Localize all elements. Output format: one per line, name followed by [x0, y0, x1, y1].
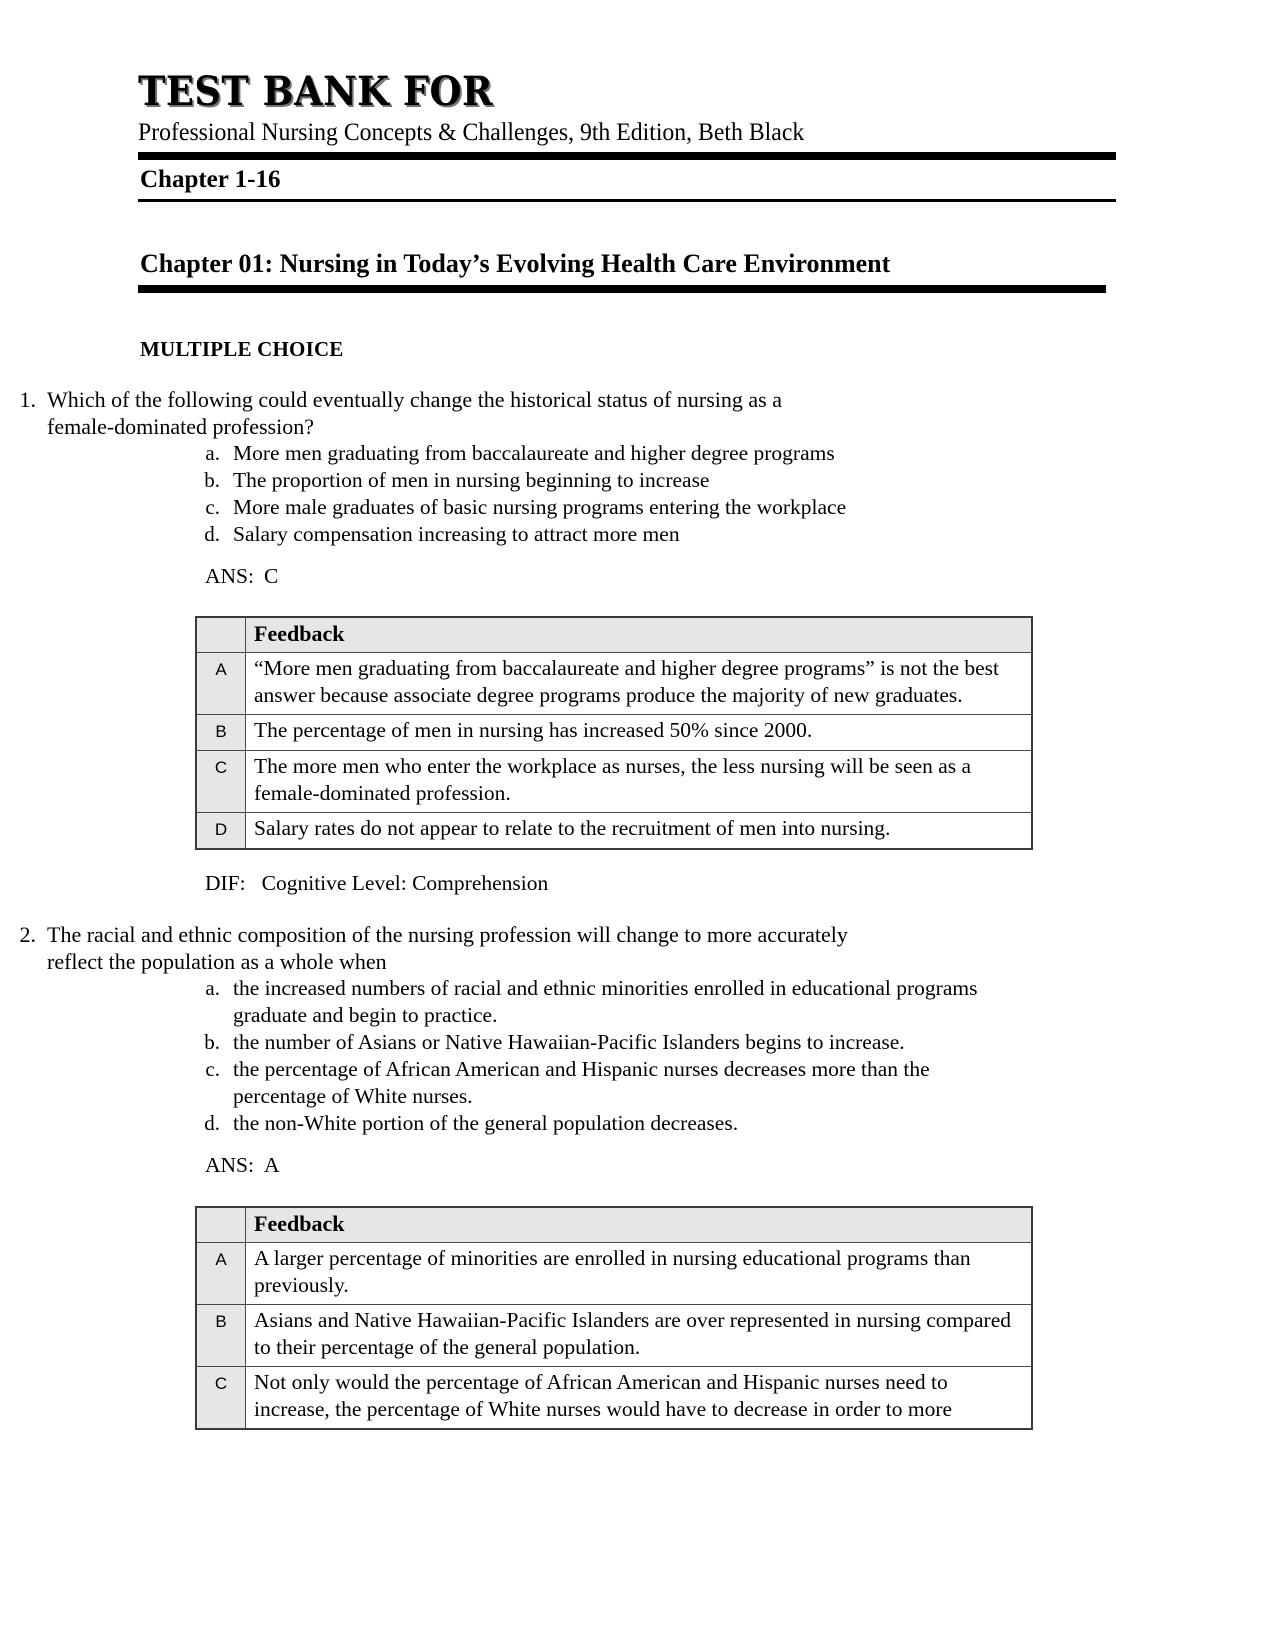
- answer-line: [205, 1152, 1275, 1179]
- option-text: Salary compensation increasing to attract more men: [233, 522, 680, 546]
- option-item[interactable]: [194, 1110, 1024, 1137]
- option-item[interactable]: [194, 1029, 1024, 1056]
- option-letter: d.: [204, 1111, 220, 1135]
- feedback-text: The more men who enter the workplace as nurses, the less nursing will be seen as a female-dominated profession.: [246, 751, 1033, 813]
- option-list: [194, 975, 1024, 1137]
- question-stem: [47, 386, 782, 440]
- table-row: [196, 1367, 1032, 1430]
- header-rule-middle: [138, 199, 1116, 202]
- option-text: the non-White portion of the general population decreases.: [233, 1111, 739, 1135]
- feedback-letter: A: [196, 653, 246, 715]
- option-letter: b.: [204, 468, 220, 492]
- book-subtitle: Professional Nursing Concepts & Challenges, 9th Edition, Beth Black: [138, 119, 805, 146]
- question-stem-line: reflect the population as a whole when: [47, 949, 387, 974]
- option-text: More men graduating from baccalaureate and higher degree programs: [233, 441, 835, 465]
- feedback-letter: C: [196, 751, 246, 813]
- chapter-range: Chapter 1-16: [140, 166, 281, 193]
- difficulty-line: [205, 870, 1275, 897]
- option-letter: c.: [205, 495, 220, 519]
- answer-label: ANS:: [205, 1153, 254, 1177]
- question-stem-line: The racial and ethnic composition of the nursing profession will change to more accurately: [47, 922, 848, 947]
- feedback-text: The percentage of men in nursing has increased 50% since 2000.: [246, 715, 1033, 751]
- table-row: [196, 715, 1032, 751]
- option-list: [194, 440, 1275, 548]
- feedback-letter: B: [196, 1305, 246, 1367]
- masthead: [138, 68, 1168, 147]
- question-stem-row: [0, 386, 1275, 440]
- answer-line-2: [205, 1152, 1275, 1179]
- question-stem-line: female-dominated profession?: [47, 414, 314, 439]
- difficulty-label: DIF:: [205, 871, 246, 895]
- table-row: [196, 1305, 1032, 1367]
- feedback-table-1: [195, 616, 1033, 850]
- option-item[interactable]: [194, 467, 1275, 494]
- option-text: More male graduates of basic nursing programs entering the workplace: [233, 495, 847, 519]
- answer-line: [205, 563, 1275, 590]
- option-text: the increased numbers of racial and ethnic minorities enrolled in educational programs graduate and begin to practice.: [233, 976, 978, 1027]
- page-title: Chapter 01: Nursing in Today’s Evolving Health Care Environment: [140, 249, 891, 278]
- question-number: 1.: [19, 387, 36, 412]
- option-item[interactable]: [194, 1056, 1024, 1110]
- feedback-text: Salary rates do not appear to relate to the recruitment of men into nursing.: [246, 813, 1033, 850]
- answer-value: A: [263, 1153, 280, 1177]
- chapter-rule: [138, 285, 1106, 293]
- answer-line-1: [205, 563, 1275, 590]
- table-row: [196, 653, 1032, 715]
- option-text: the percentage of African American and Hispanic nurses decreases more than the percentage of White nurses.: [233, 1057, 930, 1108]
- table-row: [196, 1243, 1032, 1305]
- table-row: [196, 751, 1032, 813]
- feedback-text: Not only would the percentage of African American and Hispanic nurses need to increase, the percentage of White nurses would have to decrease in order to more: [246, 1367, 1033, 1430]
- feedback-text: A larger percentage of minorities are enrolled in nursing educational programs than previously.: [246, 1243, 1033, 1305]
- table-header-row: [196, 617, 1032, 653]
- feedback-text: “More men graduating from baccalaureate and higher degree programs” is not the best answer because associate degree programs produce the majority of new graduates.: [246, 653, 1033, 715]
- option-item[interactable]: [194, 494, 1275, 521]
- question-stem-line: Which of the following could eventually change the historical status of nursing as a: [47, 387, 782, 412]
- answer-label: ANS:: [205, 564, 254, 588]
- option-letter: d.: [204, 522, 220, 546]
- question-number: 2.: [19, 922, 36, 947]
- option-letter: b.: [204, 1030, 220, 1054]
- option-item[interactable]: [194, 975, 1024, 1029]
- difficulty-value: Cognitive Level: Comprehension: [261, 871, 549, 895]
- table-header-row: [196, 1207, 1032, 1243]
- option-letter: a.: [205, 976, 220, 1000]
- header-rule-top: [138, 152, 1116, 160]
- dif-line-1: [205, 870, 1275, 897]
- question-block-2: [0, 921, 1275, 1137]
- option-item[interactable]: [194, 440, 1275, 467]
- feedback-header-label: Feedback: [246, 617, 1033, 653]
- brand-title: TEST BANK FOR: [138, 68, 494, 115]
- option-text: The proportion of men in nursing beginning to increase: [233, 468, 710, 492]
- feedback-letter: B: [196, 715, 246, 751]
- option-letter: a.: [205, 441, 220, 465]
- table-row: [196, 813, 1032, 850]
- option-letter: c.: [205, 1057, 220, 1081]
- feedback-table-2: [195, 1206, 1033, 1430]
- question-stem: [47, 921, 848, 975]
- feedback-letter: C: [196, 1367, 246, 1430]
- answer-value: C: [263, 564, 279, 588]
- option-item[interactable]: [194, 521, 1275, 548]
- feedback-header-blank: [196, 1207, 246, 1243]
- section-label: MULTIPLE CHOICE: [140, 337, 344, 361]
- feedback-header-blank: [196, 617, 246, 653]
- feedback-header-label: Feedback: [246, 1207, 1033, 1243]
- feedback-letter: A: [196, 1243, 246, 1305]
- feedback-text: Asians and Native Hawaiian-Pacific Islanders are over represented in nursing compared to their percentage of the general population.: [246, 1305, 1033, 1367]
- option-text: the number of Asians or Native Hawaiian-Pacific Islanders begins to increase.: [233, 1030, 905, 1054]
- question-block-1: [0, 386, 1275, 548]
- feedback-letter: D: [196, 813, 246, 850]
- question-stem-row: [0, 921, 1275, 975]
